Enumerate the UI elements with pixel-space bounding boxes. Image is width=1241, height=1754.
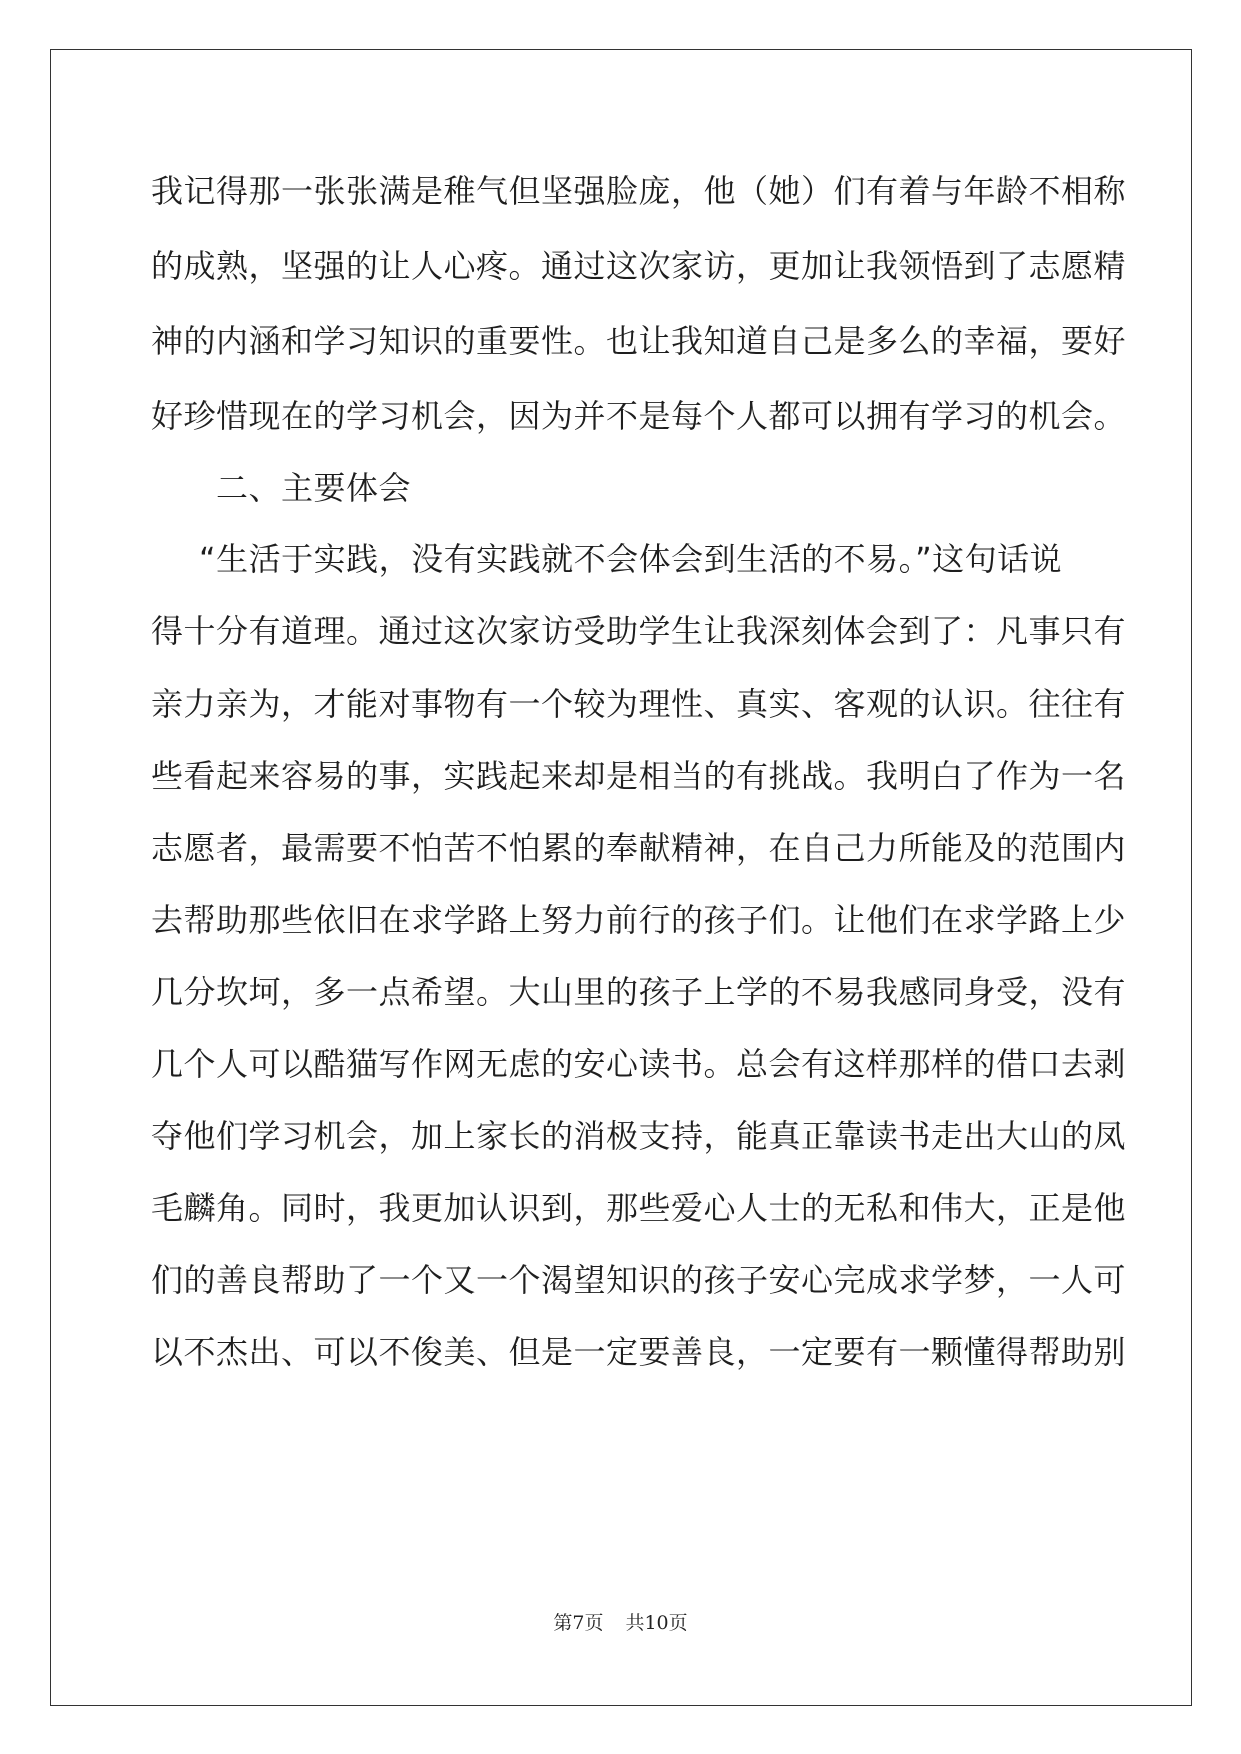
page-number: 第7页 — [553, 1612, 604, 1634]
paragraph-line: 得十分有道理。通过这次家访受助学生让我深刻体会到了：凡事只有 — [151, 612, 1127, 650]
paragraph-line: 亲力亲为，才能对事物有一个较为理性、真实、客观的认识。往往有 — [151, 685, 1127, 723]
paragraph-line: 的成熟，坚强的让人心疼。通过这次家访，更加让我领悟到了志愿精 — [151, 247, 1127, 285]
paragraph-line: 以不杰出、可以不俊美、但是一定要善良，一定要有一颗懂得帮助别 — [151, 1333, 1127, 1371]
paragraph-line: 我记得那一张张满是稚气但坚强脸庞，他（她）们有着与年龄不相称 — [151, 172, 1127, 210]
paragraph-line: 们的善良帮助了一个又一个渴望知识的孩子安心完成求学梦，一人可 — [151, 1261, 1127, 1299]
page-footer — [0, 1608, 1241, 1635]
paragraph-line: 志愿者，最需要不怕苦不怕累的奉献精神，在自己力所能及的范围内 — [151, 829, 1127, 867]
paragraph-line: 几分坎坷，多一点希望。大山里的孩子上学的不易我感同身受，没有 — [151, 973, 1127, 1011]
paragraph-line: “生活于实践，没有实践就不会体会到生活的不易。”这句话说 — [199, 540, 1063, 578]
paragraph-line: 毛麟角。同时，我更加认识到，那些爱心人士的无私和伟大，正是他 — [151, 1189, 1127, 1227]
paragraph-line: 好珍惜现在的学习机会，因为并不是每个人都可以拥有学习的机会。 — [151, 397, 1127, 435]
paragraph-line: 几个人可以酷猫写作网无虑的安心读书。总会有这样那样的借口去剥 — [151, 1045, 1127, 1083]
page-total: 共10页 — [625, 1612, 688, 1634]
paragraph-line: 去帮助那些依旧在求学路上努力前行的孩子们。让他们在求学路上少 — [151, 901, 1127, 939]
paragraph-line: 些看起来容易的事，实践起来却是相当的有挑战。我明白了作为一名 — [151, 757, 1127, 795]
paragraph-line: 夺他们学习机会，加上家长的消极支持，能真正靠读书走出大山的凤 — [151, 1117, 1127, 1155]
page-border — [50, 49, 1192, 1706]
section-heading: 二、主要体会 — [216, 469, 412, 507]
paragraph-line: 神的内涵和学习知识的重要性。也让我知道自己是多么的幸福，要好 — [151, 322, 1127, 360]
